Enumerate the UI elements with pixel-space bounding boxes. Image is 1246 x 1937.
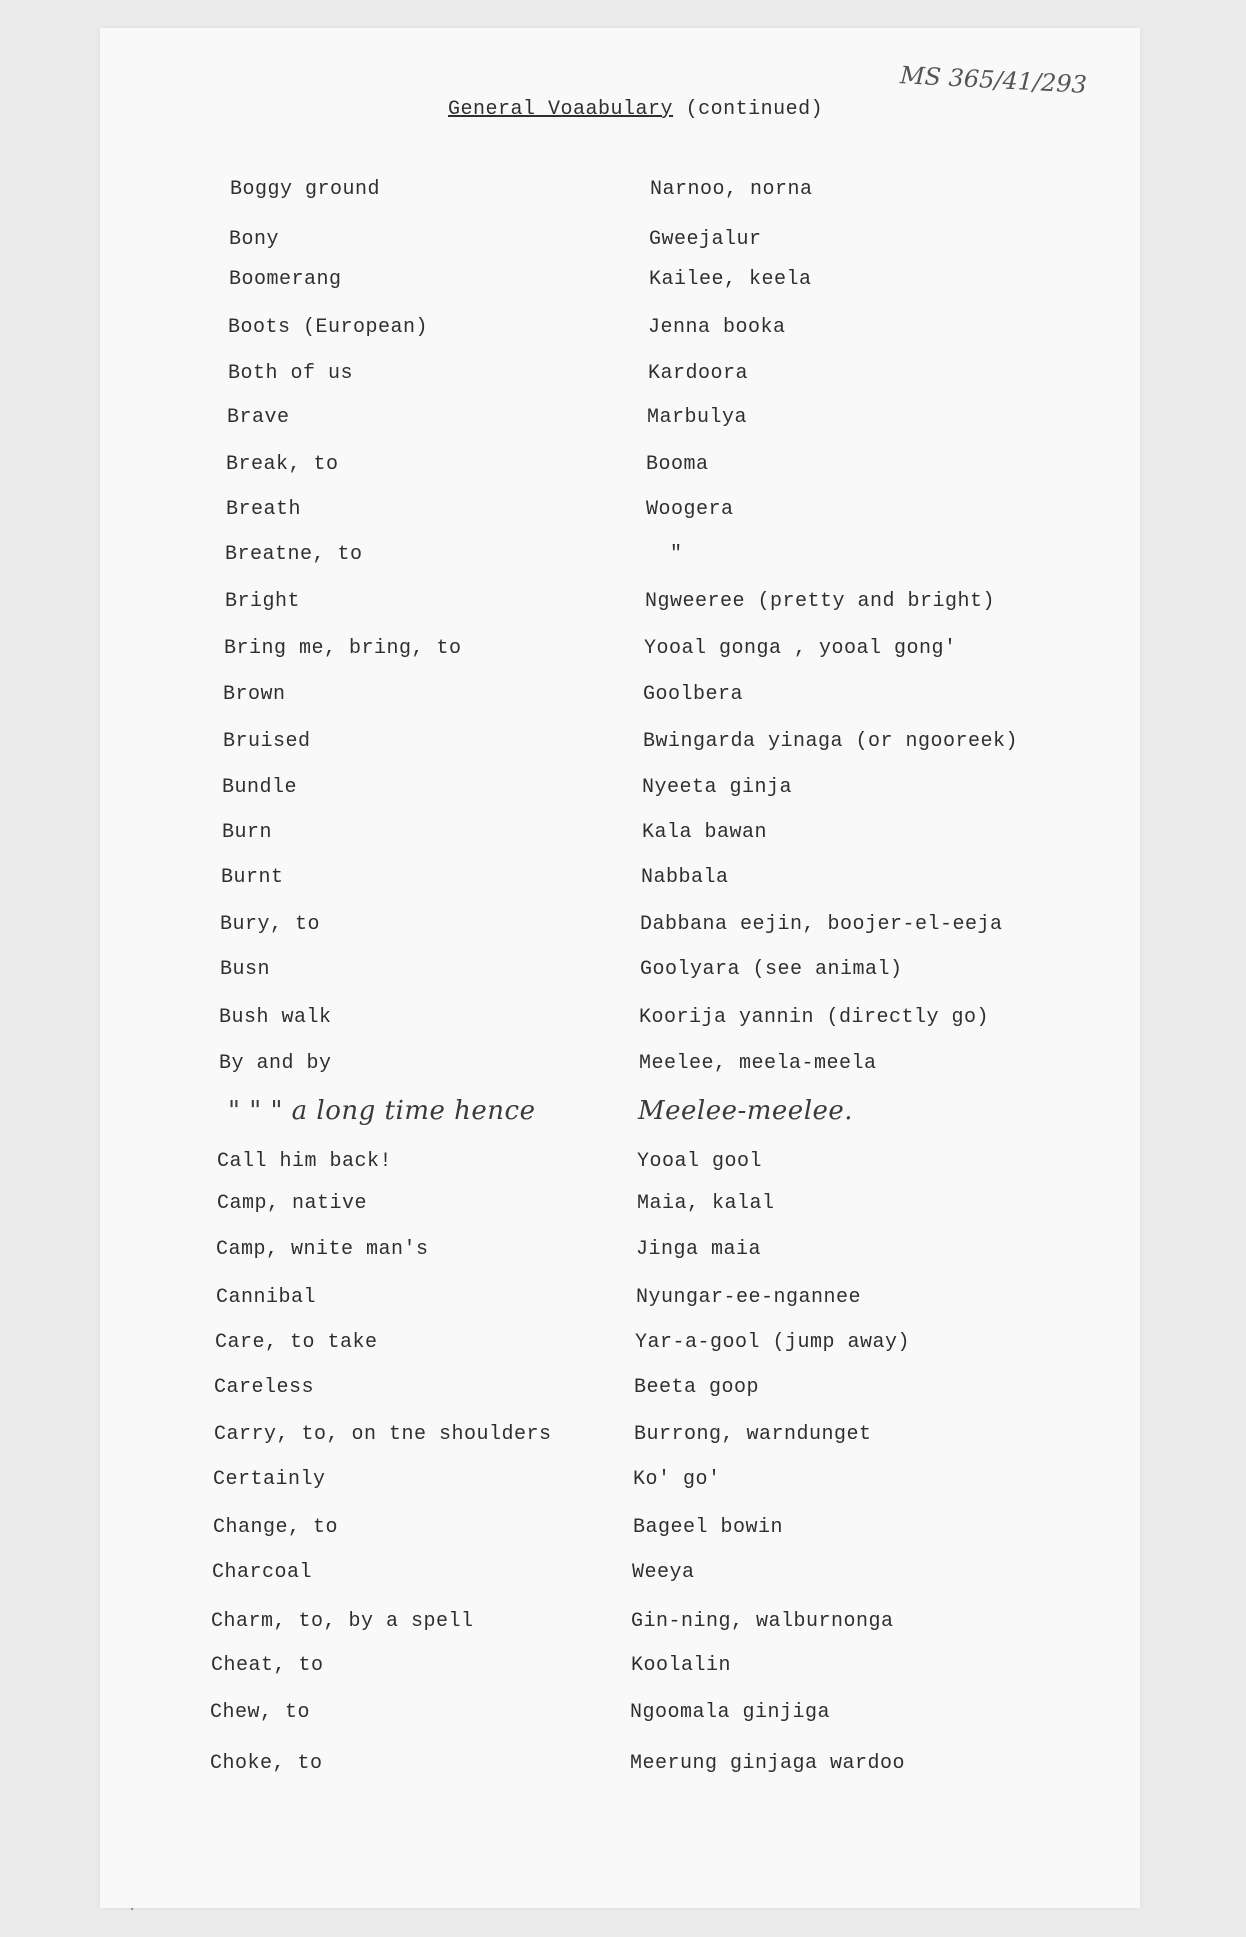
vocabulary-entry: [100, 406, 1140, 436]
vocabulary-entry: [100, 913, 1140, 943]
aboriginal-term: Bwingarda yinaga (or ngooreek): [643, 730, 1019, 753]
english-term: Bush walk: [219, 1006, 332, 1029]
english-term: Brown: [223, 683, 286, 706]
vocabulary-entry: [100, 821, 1140, 851]
vocabulary-entry: [100, 498, 1140, 528]
vocabulary-entry: [100, 866, 1140, 896]
aboriginal-term: Kala bawan: [642, 821, 768, 844]
vocabulary-entry: [100, 178, 1140, 208]
aboriginal-term: Kardoora: [648, 362, 749, 385]
aboriginal-term: Woogera: [646, 498, 734, 521]
vocabulary-entry: [100, 1516, 1140, 1546]
aboriginal-term: Koolalin: [631, 1654, 732, 1677]
aboriginal-term: Nabbala: [641, 866, 729, 889]
aboriginal-term: Weeya: [632, 1561, 695, 1584]
heading-suffix: (continued): [685, 98, 824, 121]
vocabulary-entry: [100, 543, 1140, 573]
english-term: Bright: [225, 590, 301, 613]
vocabulary-entry: [100, 316, 1140, 346]
english-term: By and by: [219, 1052, 332, 1075]
english-term: Bury, to: [220, 913, 321, 936]
english-term: Choke, to: [210, 1752, 323, 1775]
english-term: Brave: [227, 406, 290, 429]
english-term: Boggy ground: [230, 178, 381, 201]
english-term: Bring me, bring, to: [224, 637, 462, 660]
aboriginal-term: Nyeeta ginja: [642, 776, 793, 799]
aboriginal-term: Jinga maia: [636, 1238, 762, 1261]
english-term: Cannibal: [216, 1286, 317, 1309]
english-term: Certainly: [213, 1468, 326, 1491]
english-term: Boots (European): [228, 316, 429, 339]
aboriginal-term: Kailee, keela: [649, 268, 812, 291]
english-term: Cheat, to: [211, 1654, 324, 1677]
aboriginal-term: Jenna booka: [648, 316, 786, 339]
english-term: Charm, to, by a spell: [211, 1610, 474, 1633]
aboriginal-term: Narnoo, norna: [650, 178, 813, 201]
english-term: Bundle: [222, 776, 298, 799]
english-term: Breatne, to: [225, 543, 363, 566]
english-term: Bruised: [223, 730, 311, 753]
english-term: Busn: [220, 958, 271, 981]
english-term: Chew, to: [210, 1701, 311, 1724]
vocabulary-entry: [100, 1468, 1140, 1498]
aboriginal-term: Yooal gool: [637, 1150, 763, 1173]
archive-reference-mark: MS 365/41/293: [899, 61, 1088, 99]
aboriginal-term: Meelee, meela-meela: [639, 1052, 877, 1075]
english-term: " " " a long time hence: [228, 1096, 536, 1126]
english-term: Boomerang: [229, 268, 342, 291]
vocabulary-entry: [100, 1286, 1140, 1316]
aboriginal-term: Maia, kalal: [637, 1192, 775, 1215]
english-term: Camp, wnite man's: [216, 1238, 429, 1261]
english-term: Break, to: [226, 453, 339, 476]
vocabulary-entry: [100, 1192, 1140, 1222]
english-term: Both of us: [228, 362, 354, 385]
vocabulary-entry: [100, 683, 1140, 713]
vocabulary-entry: [100, 958, 1140, 988]
vocabulary-entry: [100, 590, 1140, 620]
english-term: Breath: [226, 498, 302, 521]
aboriginal-term: Marbulya: [647, 406, 748, 429]
aboriginal-term: Koorija yannin (directly go): [639, 1006, 990, 1029]
aboriginal-term: ": [670, 543, 683, 566]
heading-title: General Voaabulary: [448, 98, 674, 121]
vocabulary-entry: [100, 1752, 1140, 1782]
vocabulary-entry: [100, 1423, 1140, 1453]
english-term: Bony: [229, 228, 280, 251]
page-heading: [448, 98, 823, 121]
aboriginal-term: Dabbana eejin, boojer-el-eeja: [640, 913, 1003, 936]
english-term: Call him back!: [217, 1150, 393, 1173]
aboriginal-term: Meelee-meelee.: [638, 1096, 854, 1126]
vocabulary-entry: [100, 1331, 1140, 1361]
english-term: Burn: [222, 821, 273, 844]
aboriginal-term: Burrong, warndunget: [634, 1423, 872, 1446]
aboriginal-term: Booma: [646, 453, 709, 476]
english-term: Care, to take: [215, 1331, 378, 1354]
vocabulary-entry: [100, 730, 1140, 760]
aboriginal-term: Yooal gonga , yooal gong': [644, 637, 957, 660]
vocabulary-entry: [100, 362, 1140, 392]
aboriginal-term: Meerung ginjaga wardoo: [630, 1752, 906, 1775]
english-term: Charcoal: [212, 1561, 313, 1584]
english-term: Carry, to, on tne shoulders: [214, 1423, 552, 1446]
vocabulary-entry: [100, 1701, 1140, 1731]
vocabulary-entry: [100, 1238, 1140, 1268]
aboriginal-term: Ko' go': [633, 1468, 721, 1491]
vocabulary-entry: [100, 453, 1140, 483]
aboriginal-term: Ngweeree (pretty and bright): [645, 590, 996, 613]
vocabulary-entry: [100, 1610, 1140, 1640]
vocabulary-entry: [100, 1052, 1140, 1082]
vocabulary-entry: [100, 1376, 1140, 1406]
aboriginal-term: Gin-ning, walburnonga: [631, 1610, 894, 1633]
page-speck: ·: [128, 1902, 137, 1918]
vocabulary-entry: [100, 637, 1140, 667]
vocabulary-entry: [100, 1654, 1140, 1684]
vocabulary-entry: [100, 1006, 1140, 1036]
vocabulary-entry: [100, 1150, 1140, 1180]
document-page: [100, 28, 1140, 1908]
aboriginal-term: Yar-a-gool (jump away): [635, 1331, 911, 1354]
aboriginal-term: Gweejalur: [649, 228, 762, 251]
vocabulary-entry: [100, 1561, 1140, 1591]
aboriginal-term: Bageel bowin: [633, 1516, 784, 1539]
aboriginal-term: Nyungar-ee-ngannee: [636, 1286, 862, 1309]
english-term: Burnt: [221, 866, 284, 889]
handwritten-entry: [100, 1096, 1140, 1126]
vocabulary-entry: [100, 268, 1140, 298]
english-term: Camp, native: [217, 1192, 368, 1215]
aboriginal-term: Beeta goop: [634, 1376, 760, 1399]
vocabulary-entry: [100, 776, 1140, 806]
aboriginal-term: Goolbera: [643, 683, 744, 706]
english-term: Change, to: [213, 1516, 339, 1539]
aboriginal-term: Ngoomala ginjiga: [630, 1701, 831, 1724]
english-term: Careless: [214, 1376, 315, 1399]
aboriginal-term: Goolyara (see animal): [640, 958, 903, 981]
vocabulary-entry: [100, 228, 1140, 258]
